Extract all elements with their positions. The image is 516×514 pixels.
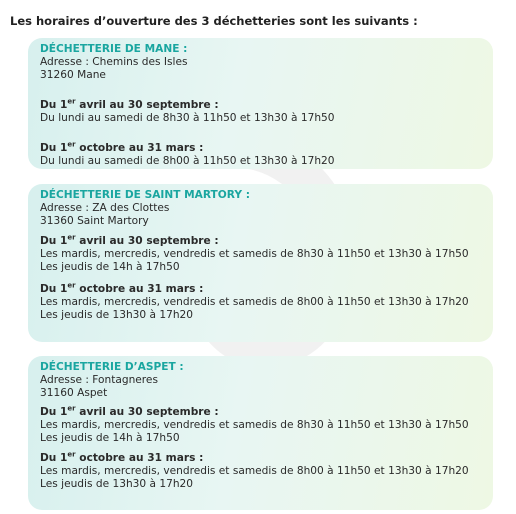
hours-line: Les jeudis de 13h30 à 17h20 — [40, 309, 194, 321]
hours-line: Les jeudis de 14h à 17h50 — [40, 432, 180, 444]
hours-line: Les mardis, mercredis, vendredis et samedis de 8h30 à 11h50 et 13h30 à 17h50 — [40, 419, 469, 431]
center-title: DÉCHETTERIE D’ASPET : — [40, 361, 184, 373]
period-heading: Du 1er octobre au 31 mars : — [40, 140, 204, 154]
period-heading: Du 1er avril au 30 septembre : — [40, 97, 219, 111]
hours-line: Du lundi au samedi de 8h30 à 11h50 et 13h30 à 17h50 — [40, 112, 335, 124]
postal-line: 31160 Aspet — [40, 387, 108, 399]
period-heading: Du 1er octobre au 31 mars : — [40, 281, 204, 295]
hours-line: Les mardis, mercredis, vendredis et samedis de 8h00 à 11h50 et 13h30 à 17h20 — [40, 296, 469, 308]
period-heading: Du 1er avril au 30 septembre : — [40, 233, 219, 247]
period-heading: Du 1er octobre au 31 mars : — [40, 450, 204, 464]
address-line: Adresse : ZA des Clottes — [40, 202, 170, 214]
hours-line: Les jeudis de 13h30 à 17h20 — [40, 478, 194, 490]
postal-line: 31360 Saint Martory — [40, 215, 149, 227]
postal-line: 31260 Mane — [40, 69, 106, 81]
center-card-saint-martory — [28, 184, 493, 342]
address-line: Adresse : Fontagneres — [40, 374, 158, 386]
hours-line: Les mardis, mercredis, vendredis et samedis de 8h30 à 11h50 et 13h30 à 17h50 — [40, 248, 469, 260]
center-card-mane — [28, 38, 493, 169]
address-line: Adresse : Chemins des Isles — [40, 56, 188, 68]
center-title: DÉCHETTERIE DE SAINT MARTORY : — [40, 189, 250, 201]
hours-line: Les jeudis de 14h à 17h50 — [40, 261, 180, 273]
center-title: DÉCHETTERIE DE MANE : — [40, 43, 188, 55]
center-card-aspet — [28, 356, 493, 510]
hours-line: Du lundi au samedi de 8h00 à 11h50 et 13h30 à 17h20 — [40, 155, 335, 167]
period-heading: Du 1er avril au 30 septembre : — [40, 404, 219, 418]
intro-text: Les horaires d’ouverture des 3 déchetteries sont les suivants : — [10, 14, 418, 28]
hours-line: Les mardis, mercredis, vendredis et samedis de 8h00 à 11h50 et 13h30 à 17h20 — [40, 465, 469, 477]
